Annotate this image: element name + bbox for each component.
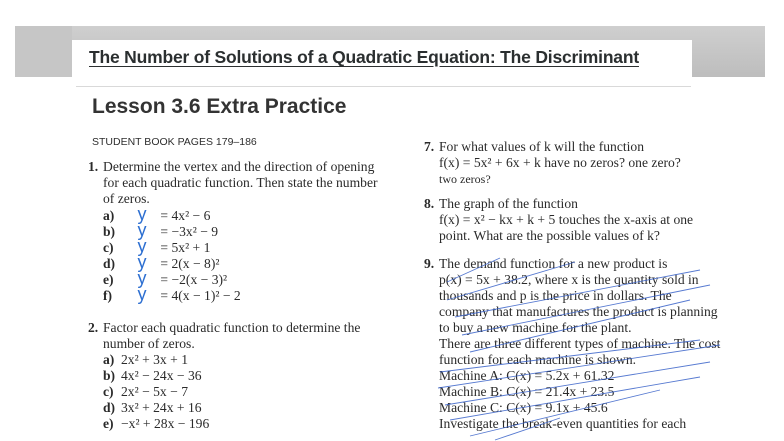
question-text: of zeros. xyxy=(103,191,150,206)
question-text: two zeros? xyxy=(439,172,491,186)
handwritten-y: y xyxy=(137,268,147,288)
divider xyxy=(76,86,691,87)
question-text: p(x) = 5x + 38.2, where x is the quantity sold in xyxy=(439,272,699,287)
question-text: f(x) = 5x² + 6x + k have no zeros? one zero? xyxy=(439,155,681,170)
question-text: f(x) = x² − kx + k + 5 touches the x-axis at one xyxy=(439,212,694,227)
question-text: The demand function for a new product is xyxy=(439,256,668,271)
title-banner-shade xyxy=(15,26,72,77)
question-text: The graph of the function xyxy=(439,196,578,211)
question-text: company that manufactures the product is planning xyxy=(439,304,718,319)
question-text: Factor each quadratic function to determine the xyxy=(103,320,361,335)
handwritten-y: y xyxy=(137,252,147,272)
list-item: a) 2x² + 3x + 1 xyxy=(103,352,188,367)
question-text: to buy a new machine for the plant. xyxy=(439,320,632,335)
page-title: The Number of Solutions of a Quadratic Equation: The Discriminant xyxy=(89,47,639,67)
question-number: 8. xyxy=(424,196,435,211)
question-number: 2. xyxy=(88,320,99,335)
list-item: d) y = 2(x − 8)² xyxy=(103,252,220,272)
machine-c-cost: Machine C: C(x) = 9.1x + 45.6 xyxy=(439,400,608,415)
question-text: function for each machine is shown. xyxy=(439,352,637,367)
question-text: thousands and p is the price in dollars. The xyxy=(439,288,672,303)
question-text: Determine the vertex and the direction of opening xyxy=(103,159,375,174)
handwritten-y: y xyxy=(137,220,147,240)
machine-b-cost: Machine B: C(x) = 21.4x + 23.5 xyxy=(439,384,615,399)
list-item: e) −x² + 28x − 196 xyxy=(103,416,210,431)
question-text: There are three different types of machine. The cost xyxy=(439,336,721,351)
handwritten-y: y xyxy=(137,204,147,224)
question-number: 1. xyxy=(88,159,99,174)
list-item: d) 3x² + 24x + 16 xyxy=(103,400,202,415)
question-text: for each quadratic function. Then state the number xyxy=(103,175,378,190)
machine-a-cost: Machine A: C(x) = 5.2x + 61.32 xyxy=(439,368,615,383)
list-item: b) y = −3x² − 9 xyxy=(103,220,219,240)
handwritten-y: y xyxy=(137,284,147,304)
handwritten-y: y xyxy=(137,236,147,256)
list-item: a) y = 4x² − 6 xyxy=(103,204,211,224)
list-item: c) y = 5x² + 1 xyxy=(103,236,211,256)
list-item: e) y = −2(x − 3)² xyxy=(103,268,228,288)
question-number: 7. xyxy=(424,139,435,154)
question-text: point. What are the possible values of k? xyxy=(439,228,660,243)
list-item: b) 4x² − 24x − 36 xyxy=(103,368,202,383)
question-text: Investigate the break-even quantities for each xyxy=(439,416,687,431)
lesson-title: Lesson 3.6 Extra Practice xyxy=(92,95,347,118)
list-item: c) 2x² − 5x − 7 xyxy=(103,384,188,399)
list-item: f) y = 4(x − 1)² − 2 xyxy=(103,284,241,304)
student-book-pages: STUDENT BOOK PAGES 179–186 xyxy=(92,136,257,148)
question-text: number of zeros. xyxy=(103,336,195,351)
question-number: 9. xyxy=(424,256,435,271)
question-text: For what values of k will the function xyxy=(439,139,645,154)
